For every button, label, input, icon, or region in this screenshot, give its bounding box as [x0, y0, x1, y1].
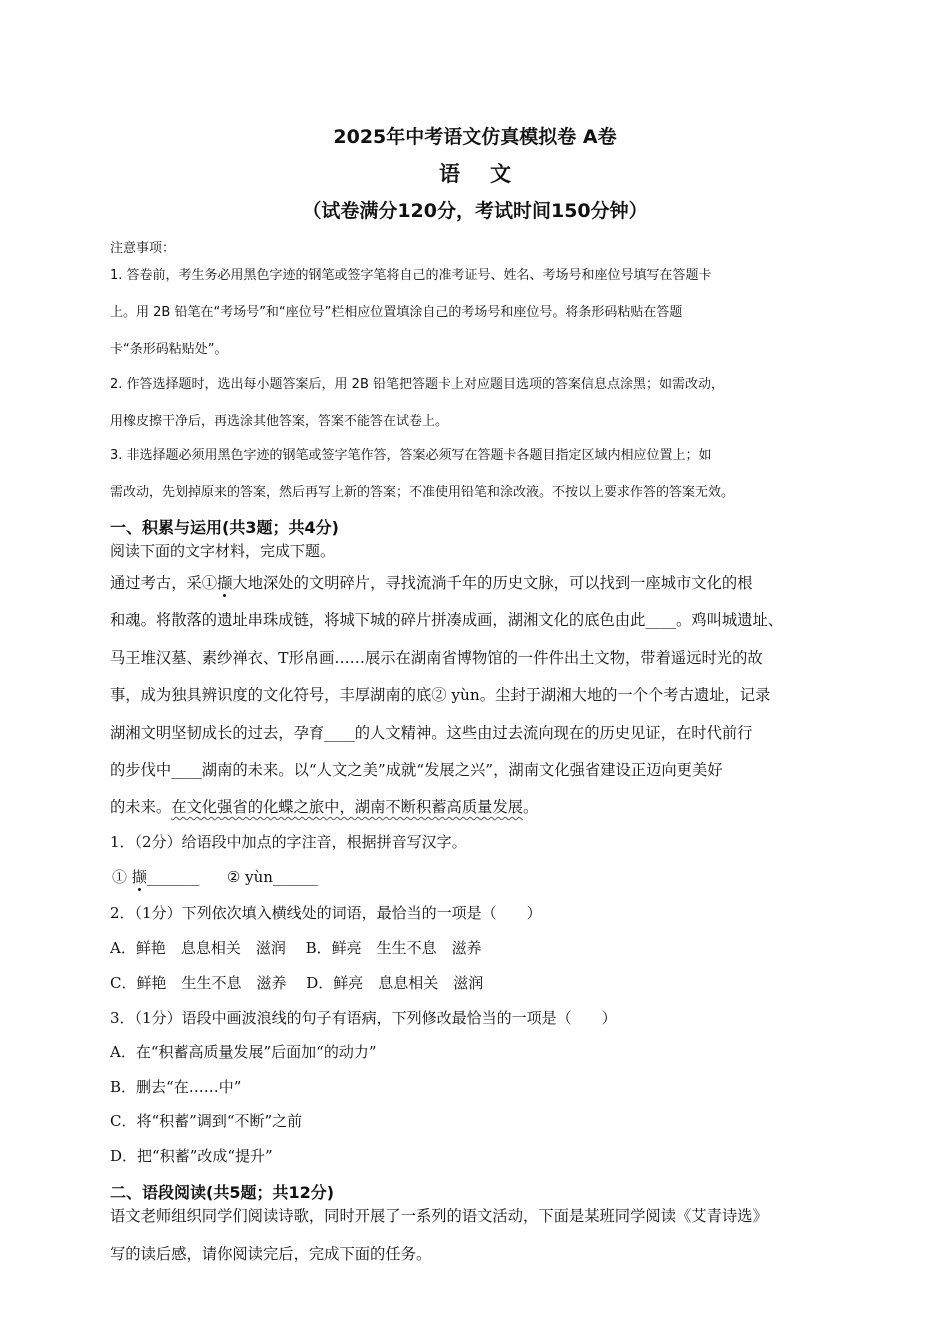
- subject-title: 语文: [439, 162, 541, 186]
- question-1-answers: [112, 866, 318, 887]
- passage-line: 的步伐中____湖南的未来。以“人文之美”成就“发展之兴”，湖南文化强省建设正迈向更美好: [110, 761, 723, 779]
- question-3-option-c: C．将“积蓄”调到“不断”之前: [110, 1112, 303, 1130]
- question-2-options-ab: A．鲜艳 息息相关 滋润 B．鲜亮 生生不息 滋养: [110, 939, 482, 957]
- passage-text: 的未来。: [110, 798, 172, 816]
- section2-heading: 二、语段阅读(共5题；共12分): [110, 1183, 335, 1202]
- notice-line: 2. 作答选择题时，选出每小题答案后，用 2B 铅笔把答题卡上对应题目选项的答案信息点涂黑；如需改动，: [110, 377, 724, 392]
- question-3-option-d: D．把“积蓄”改成“提升”: [110, 1147, 273, 1165]
- notice-line: 用橡皮擦干净后，再选涂其他答案，答案不能答在试卷上。: [110, 414, 449, 429]
- passage-text: 通过考古，采①: [110, 574, 218, 592]
- exam-title: 2025年中考语文仿真模拟卷 A卷: [333, 126, 617, 148]
- passage-line: 和魂。将散落的遗址串珠成链，将城下城的碎片拼凑成画，湖湘文化的底色由此____。鸡叫城遗址、: [110, 611, 784, 629]
- passage-line: 马王堆汉墓、素纱禅衣、T形帛画……展示在湖南省博物馆的一件件出土文物，带着遥远时光的故: [110, 649, 763, 667]
- wavy-underlined-sentence: 在文化强省的化蝶之旅中，湖南不断积蓄高质量发展: [171, 798, 524, 816]
- answer-blank: ② yùn______: [226, 868, 318, 886]
- question-1: 1．（2分）给语段中加点的字注音，根据拼音写汉字。: [110, 833, 467, 851]
- question-3-option-b: B．删去“在……中”: [110, 1078, 242, 1096]
- answer-label: ①: [112, 868, 128, 886]
- section1-heading: 一、积累与运用(共3题；共4分): [110, 518, 339, 537]
- notice-line: 1. 答卷前，考生务必用黑色字迹的钢笔或签字笔将自己的准考证号、姓名、考场号和座位号填写在答题卡: [110, 268, 712, 283]
- notice-line: 3. 非选择题必须用黑色字迹的钢笔或签字笔作答，答案必须写在答题卡各题目指定区域内相应位置上；如: [110, 448, 712, 463]
- exam-info: （试卷满分120分，考试时间150分钟）: [302, 200, 648, 222]
- passage-text: 大地深处的文明碎片，寻找流淌千年的历史文脉，可以找到一座城市文化的根: [232, 574, 753, 592]
- question-3: 3．（1分）语段中画波浪线的句子有语病，下列修改最恰当的一项是（ ）: [110, 1009, 617, 1027]
- notice-line: 需改动，先划掉原来的答案，然后再写上新的答案；不准使用铅笔和涂改液。不按以上要求作答的答案无效。: [110, 485, 735, 500]
- section2-line: 写的读后感，请你阅读完后，完成下面的任务。: [110, 1245, 432, 1263]
- dotted-char: 撷: [217, 574, 233, 592]
- section2-line: 语文老师组织同学们阅读诗歌，同时开展了一系列的语文活动，下面是某班同学阅读《艾青诗选》: [110, 1207, 768, 1225]
- passage-line: [110, 788, 845, 826]
- answer-blank: _______: [146, 868, 200, 886]
- passage-line: 事，成为独具辨识度的文化符号，丰厚湖南的底② yùn。尘封于湖湘大地的一个个考古遗址，记录: [110, 686, 771, 704]
- question-3-option-a: A．在“积蓄高质量发展”后面加“的动力”: [110, 1043, 377, 1061]
- section1-intro: 阅读下面的文字材料，完成下题。: [110, 542, 336, 560]
- dotted-char: 撷: [131, 868, 147, 886]
- question-2-options-cd: C．鲜艳 生生不息 滋养 D．鲜亮 息息相关 滋润: [110, 974, 484, 992]
- passage-line: [110, 564, 845, 602]
- passage-line: 湖湘文明坚韧成长的过去，孕育____的人文精神。这些由过去流向现在的历史见证，在时代前行: [110, 724, 753, 742]
- notice-heading: 注意事项：: [110, 241, 176, 256]
- notice-line: 上。用 2B 铅笔在“考场号”和“座位号”栏相应位置填涂自己的考场号和座位号。将条形码粘贴在答题: [110, 305, 683, 320]
- question-2: 2．（1分）下列依次填入横线处的词语，最恰当的一项是（ ）: [110, 904, 542, 922]
- notice-line: 卡“条形码粘贴处”。: [110, 342, 228, 357]
- passage-text: 。: [523, 798, 539, 816]
